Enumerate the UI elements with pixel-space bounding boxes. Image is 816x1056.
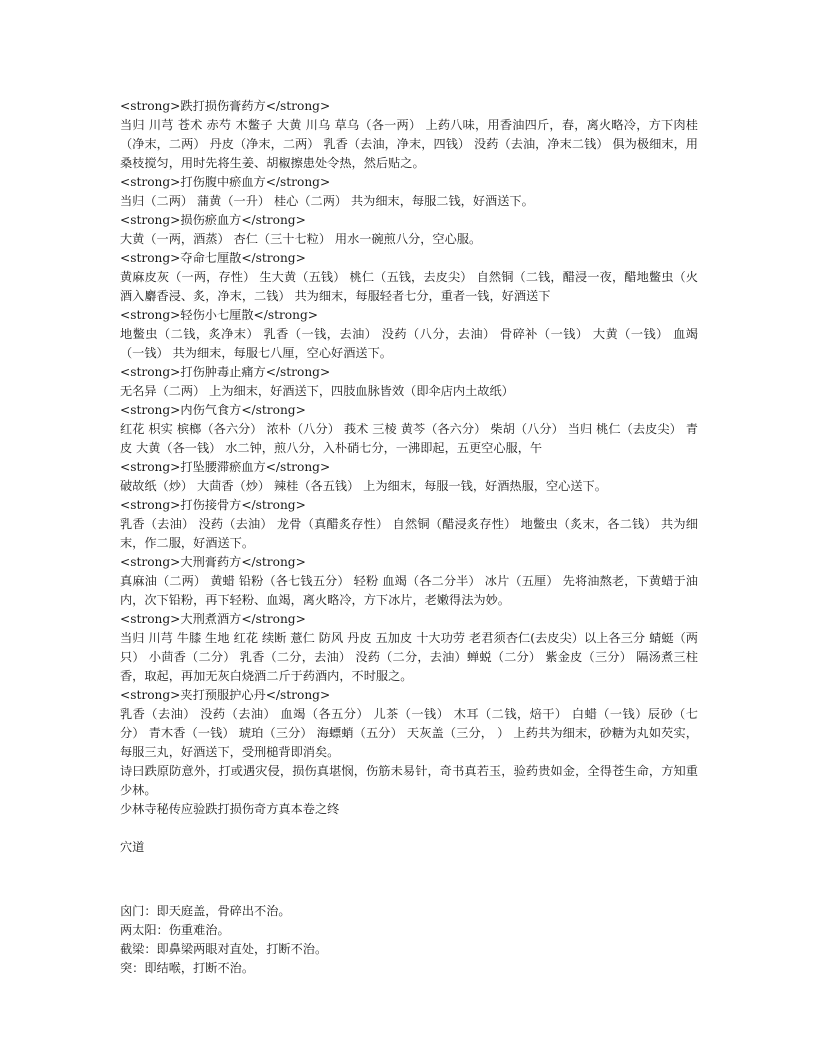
prescription-text: 真麻油（二两） 黄蜡 铅粉（各七钱五分） 轻粉 血竭（各二分半） 冰片（五厘） 先将油熬老，下黄蜡于油内，次下铅粉，再下轻粉、血竭，离火略冷，方下冰片，老嫩得法为妙。: [120, 574, 698, 607]
prescription-text: 黄麻皮灰（一两，存性） 生大黄（五钱） 桃仁（五钱，去皮尖） 自然铜（二钱，醋浸一夜，醋地鳖虫（火酒入麝香浸、炙，净末，二钱） 共为细末，每服轻者七分，重者一钱，好酒送下: [120, 270, 698, 303]
prescription-title: <strong>损伤瘀血方</strong>: [120, 213, 306, 227]
prescription-title: <strong>打伤肿毒止痛方</strong>: [120, 365, 331, 379]
prescription-section: [120, 306, 698, 363]
prescription-text: 乳香（去油） 没药（去油） 龙骨（真醋炙存性） 自然铜（醋浸炙存性） 地鳖虫（炙末，各二钱） 共为细末，作二服，好酒送下。: [120, 517, 698, 550]
prescription-text: 大黄（一两，酒蒸） 杏仁（三十七粒） 用水一碗煎八分，空心服。: [120, 232, 482, 246]
prescription-section: [120, 553, 698, 610]
prescription-section: [120, 249, 698, 306]
prescription-section: [120, 401, 698, 458]
prescription-title: <strong>夺命七厘散</strong>: [120, 251, 306, 265]
prescription-text: 乳香（去油） 没药（去油） 血竭（各五分） 儿茶（一钱） 木耳（二钱，焙干） 白蜡（一钱）辰砂（七分） 青木香（一钱） 琥珀（三分） 海螵蛸（五分） 天灰盖（三分， ） 上药共为细末，砂糖为丸如芡实，每服三丸，好酒送下，受刑槌背即消矣。: [120, 707, 698, 759]
acupoint-entry: 突：即结喉，打断不治。: [120, 961, 255, 975]
spacer: [120, 819, 698, 838]
acupoint-entry: 截梁：即鼻梁两眼对直处，打断不治。: [120, 942, 328, 956]
prescription-title: <strong>打伤接骨方</strong>: [120, 498, 306, 512]
prescription-title: <strong>夹打预服护心丹</strong>: [120, 688, 331, 702]
acupoint-list: [120, 902, 698, 978]
prescription-section: [120, 363, 698, 401]
acupoint-entry: 囟门：即天庭盖，骨碎出不治。: [120, 904, 291, 918]
closing-poem: 诗曰跌原防意外，打或遇灾侵，损伤真堪悯，伤筋未易针，奇书真若玉，验药贵如金，全得苍生命，方知重少林。: [120, 764, 698, 797]
prescription-title: <strong>打坠腰滞瘀血方</strong>: [120, 460, 331, 474]
document-page: [120, 97, 698, 978]
prescription-text: 当归（二两） 蒲黄（一升） 桂心（二两） 共为细末，每服二钱，好酒送下。: [120, 194, 534, 208]
prescription-title: <strong>内伤气食方</strong>: [120, 403, 306, 417]
prescription-text: 红花 枳实 槟榔（各六分） 浓朴（八分） 莪术 三棱 黄芩（各六分） 柴胡（八分） 当归 桃仁（去皮尖） 青皮 大黄（各一钱） 水二钟，煎八分，入朴硝七分，一沸即起，五更空心服，午: [120, 422, 698, 455]
prescription-title: <strong>轻伤小七厘散</strong>: [120, 308, 319, 322]
prescription-title: <strong>大刑煮酒方</strong>: [120, 612, 306, 626]
prescription-list: [120, 97, 698, 762]
prescription-text: 地鳖虫（二钱，炙净末） 乳香（一钱，去油） 没药（八分，去油） 骨碎补（一钱） 大黄（一钱） 血竭（一钱） 共为细末，每服七八厘，空心好酒送下。: [120, 327, 698, 360]
prescription-section: [120, 173, 698, 211]
prescription-section: [120, 97, 698, 173]
prescription-section: [120, 496, 698, 553]
prescription-title: <strong>大刑膏药方</strong>: [120, 555, 306, 569]
prescription-text: 破故纸（炒） 大茴香（炒） 辣桂（各五钱） 上为细末，每服一钱，好酒热服，空心送下。: [120, 479, 607, 493]
prescription-text: 当归 川芎 牛膝 生地 红花 续断 薏仁 防风 丹皮 五加皮 十大功劳 老君须杏仁(去皮尖）以上各三分 蜻蜓（两只） 小茴香（二分） 乳香（二分，去油） 没药（二分，去油）蝉蜕（二分） 紫金皮（三分） 隔汤煮三柱香，取起，再加无灰白烧酒二斤于药酒内，不时服之。: [120, 631, 698, 683]
prescription-title: <strong>打伤腹中瘀血方</strong>: [120, 175, 331, 189]
prescription-title: <strong>跌打损伤膏药方</strong>: [120, 99, 331, 113]
acupoint-entry: 两太阳：伤重难治。: [120, 923, 230, 937]
prescription-section: [120, 211, 698, 249]
prescription-text: 当归 川芎 苍术 赤芍 木鳖子 大黄 川乌 草乌（各一两） 上药八味，用香油四斤，春，离火略冷，方下肉桂（净末，二两） 丹皮（净末，二两） 乳香（去油，净末，四钱） 没药（去油，净末二钱） 俱为极细末，用桑枝搅匀，用时先将生姜、胡椒擦患处令热，然后贴之。: [120, 118, 698, 170]
prescription-section: [120, 610, 698, 686]
volume-end-note: 少林寺秘传应验跌打损伤奇方真本卷之终: [120, 802, 340, 816]
prescription-section: [120, 686, 698, 762]
prescription-section: [120, 458, 698, 496]
spacer: [120, 857, 698, 902]
prescription-text: 无名异（二两） 上为细末，好酒送下，四肢血脉皆效（即伞店内土故纸）: [120, 384, 514, 398]
chapter-title: 穴道: [120, 840, 145, 854]
